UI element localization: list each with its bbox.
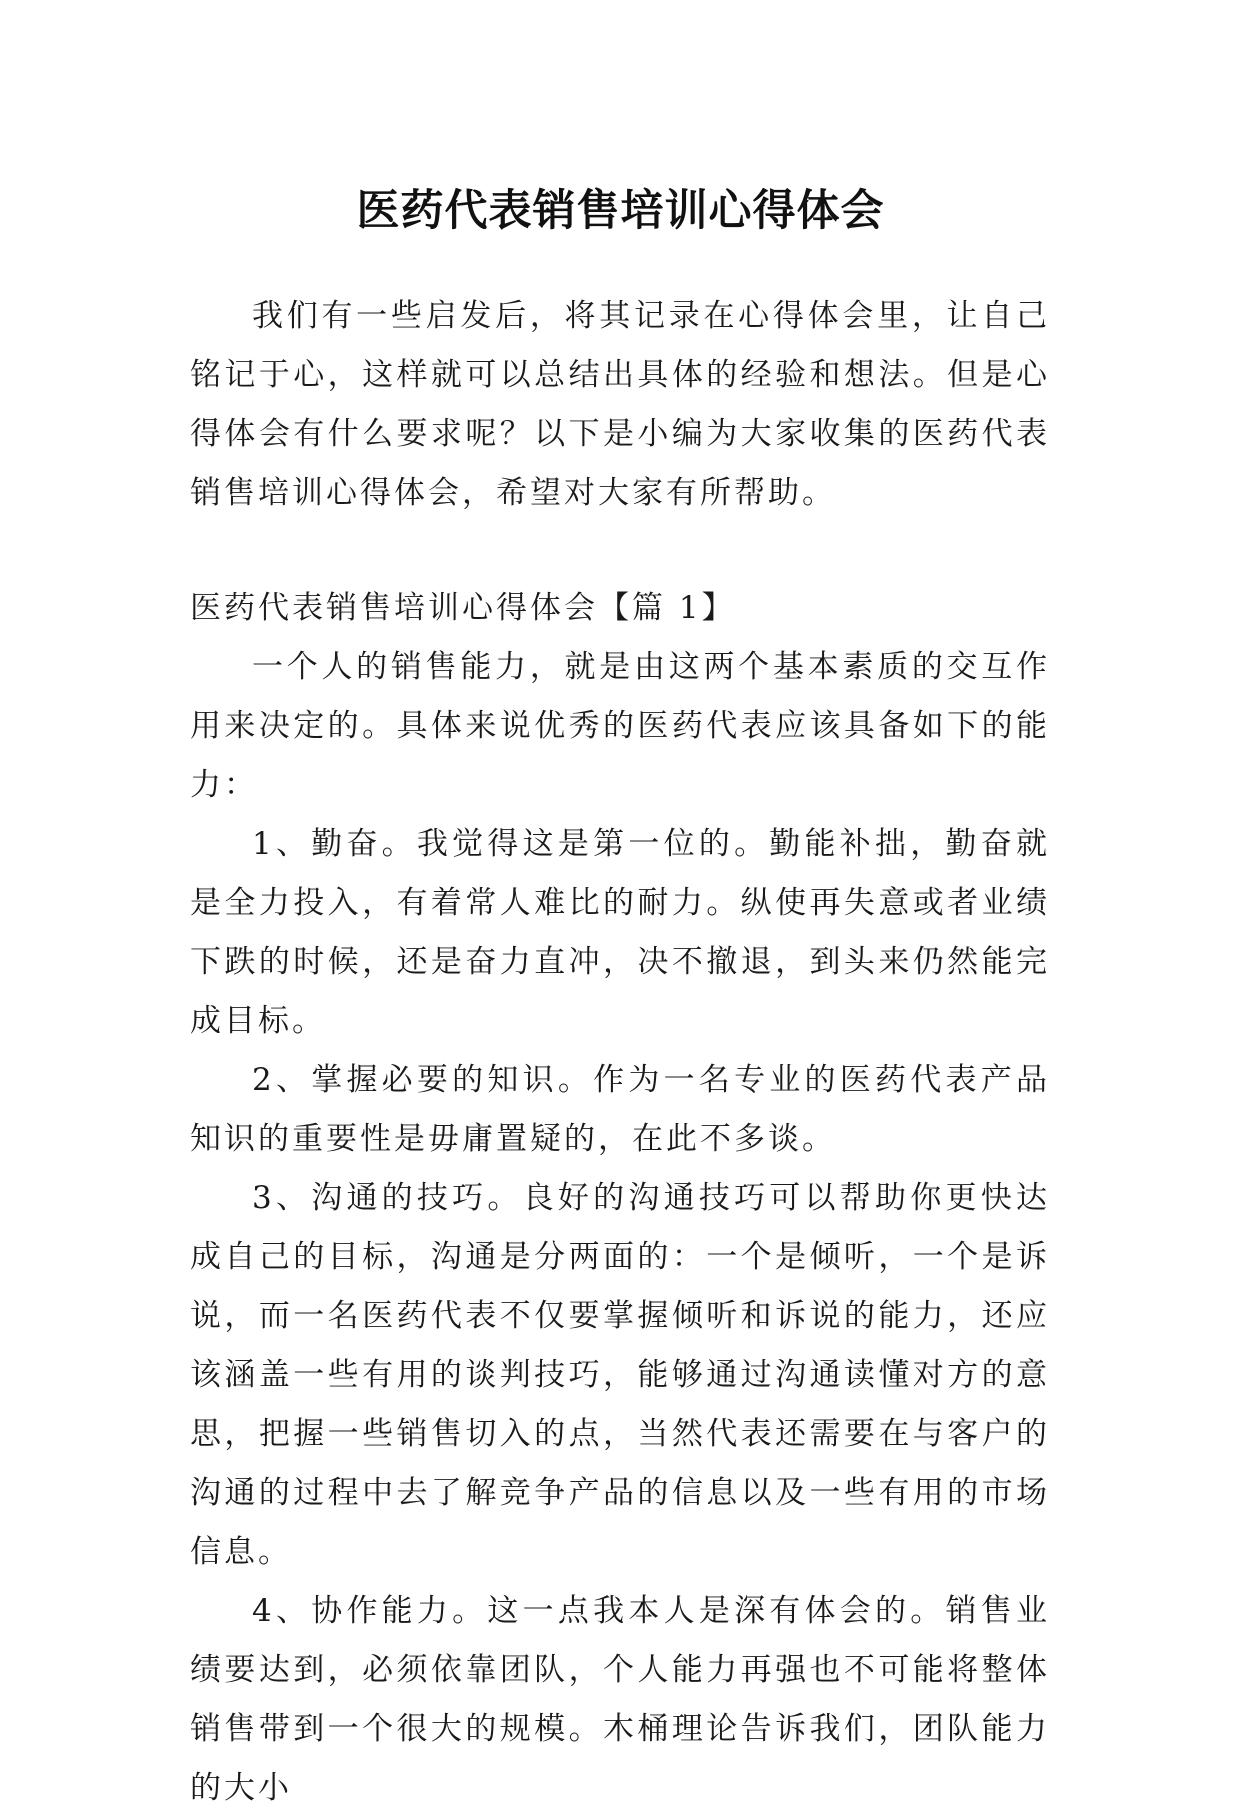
section-heading: 医药代表销售培训心得体会【篇 1】 [190,590,736,626]
paragraph: 3、沟通的技巧。良好的沟通技巧可以帮助你更快达成自己的目标，沟通是分两面的：一个是倾听，一个是诉说，而一名医药代表不仅要掌握倾听和诉说的能力，还应该涵盖一些有用的谈判技巧，能够通过沟通读懂对方的意思，把握一些销售切入的点，当然代表还需要在与客户的沟通的过程中去了解竞争产品的信息以及一些有用的市场信息。 [190,1180,1050,1570]
paragraph: 1、勤奋。我觉得这是第一位的。勤能补拙，勤奋就是全力投入，有着常人难比的耐力。纵使再失意或者业绩下跌的时候，还是奋力直冲，决不撤退，到头来仍然能完成目标。 [190,826,1050,1039]
intro-block [190,287,1050,523]
paragraph: 4、协作能力。这一点我本人是深有体会的。销售业绩要达到，必须依靠团队，个人能力再强也不可能将整体销售带到一个很大的规模。木桶理论告诉我们，团队能力的大小 [190,1593,1050,1806]
intro-paragraph: 我们有一些启发后，将其记录在心得体会里，让自己铭记于心，这样就可以总结出具体的经验和想法。但是心得体会有什么要求呢？以下是小编为大家收集的医药代表销售培训心得体会，希望对大家有所帮助。 [190,298,1050,511]
document-title: 医药代表销售培训心得体会 [356,185,885,236]
paragraph: 2、掌握必要的知识。作为一名专业的医药代表产品知识的重要性是毋庸置疑的，在此不多谈。 [190,1062,1050,1157]
paragraph: 一个人的销售能力，就是由这两个基本素质的交互作用来决定的。具体来说优秀的医药代表应该具备如下的能力： [190,649,1050,803]
content-block [190,579,1050,1818]
